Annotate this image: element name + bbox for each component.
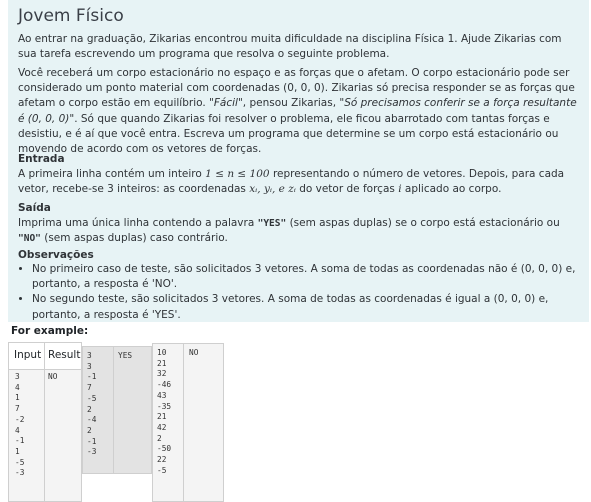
description-text-a: Você receberá um corpo estacionário no espaço e as forças que o afetam. O corpo estacionário pode ser considerado um ponto material com coordenadas (0, 0, 0). Zikarias só precisa responder se as forças que afetam o corpo estão em equilíbrio. — [18, 67, 575, 110]
intro-paragraph: Ao entrar na graduação, Zikarias encontrou muita dificuldade na disciplina Física 1. Ajude Zikarias com sua tarefa escrevendo um programa que resolva o seguinte problema. — [18, 33, 562, 61]
description-text-b: , pensou Zikarias, — [242, 97, 337, 110]
output-yes-literal: "YES" — [257, 218, 287, 229]
example-table — [8, 342, 82, 502]
example-2-block — [82, 346, 152, 474]
input-text-b: representando o número de vetores. Depois, para cada vetor, recebe-se 3 inteiros: as coordenadas — [18, 168, 565, 196]
input-coordinates-math: xᵢ, yᵢ, e zᵢ — [249, 183, 296, 196]
example-3-block — [152, 343, 224, 502]
description-quote-easy: "Fácil" — [209, 97, 243, 110]
notes-heading: Observações — [18, 249, 94, 261]
example-3-result: NO — [189, 348, 199, 357]
output-heading: Saída — [18, 202, 51, 214]
column-divider — [44, 343, 45, 501]
description-quote-check: "Só precisamos conferir se a força resultante é (0, 0, 0)" — [18, 97, 577, 125]
for-example-label: For example: — [11, 325, 89, 337]
output-text-a: Imprima uma única linha contendo a palavra — [18, 217, 255, 229]
description-text-c: . Só que quando Zikarias foi resolver o problema, ele ficou abarrotado com tantas forças e desistiu, e é aí que você entra. Escreva um programa que determine se um corpo está estacionário ou movendo de acordo com os vetores de forças. — [18, 112, 559, 156]
input-column-header: Input — [14, 349, 42, 361]
example-1-input: 3 4 1 7 -2 4 -1 1 -5 -3 — [15, 372, 25, 478]
result-column-header: Result — [48, 349, 81, 361]
input-text-c: do vetor de forças — [299, 183, 395, 196]
input-description — [18, 167, 578, 197]
output-no-literal: "NO" — [18, 233, 41, 245]
problem-title: Jovem Físico — [18, 6, 124, 26]
input-text-a: A primeira linha contém um inteiro — [18, 168, 202, 180]
example-1-result: NO — [48, 372, 58, 381]
input-n-range: 1 ≤ n ≤ 100 — [205, 168, 270, 180]
column-divider — [113, 347, 114, 473]
example-3-input: 10 21 32 -46 43 -35 21 42 2 -50 22 -5 — [157, 348, 172, 475]
description-paragraph — [18, 66, 578, 157]
notes-item: • No primeiro caso de teste, são solicitados 3 vetores. A soma de todas as coordenadas não é (0, 0, 0) e, portanto, a resposta é 'NO'. — [32, 262, 591, 292]
output-description — [18, 216, 578, 246]
output-text-b: (sem aspas duplas) se o corpo está estacionário ou — [289, 217, 560, 229]
output-text-c: (sem aspas duplas) caso contrário. — [44, 232, 228, 245]
input-text-d: aplicado ao corpo. — [404, 183, 502, 196]
input-vector-index: i — [398, 183, 402, 196]
column-divider — [183, 344, 184, 501]
example-2-input: 3 3 -1 7 -5 2 -4 2 -1 -3 — [87, 351, 97, 457]
notes-item: • No segundo teste, são solicitados 3 vetores. A soma de todas as coordenadas é igual a (0, 0, 0) e, portanto, a resposta é 'YES'. — [32, 292, 591, 322]
input-heading: Entrada — [18, 153, 65, 165]
example-table-header — [9, 343, 81, 370]
notes-list — [14, 262, 591, 323]
example-2-result: YES — [118, 351, 133, 360]
